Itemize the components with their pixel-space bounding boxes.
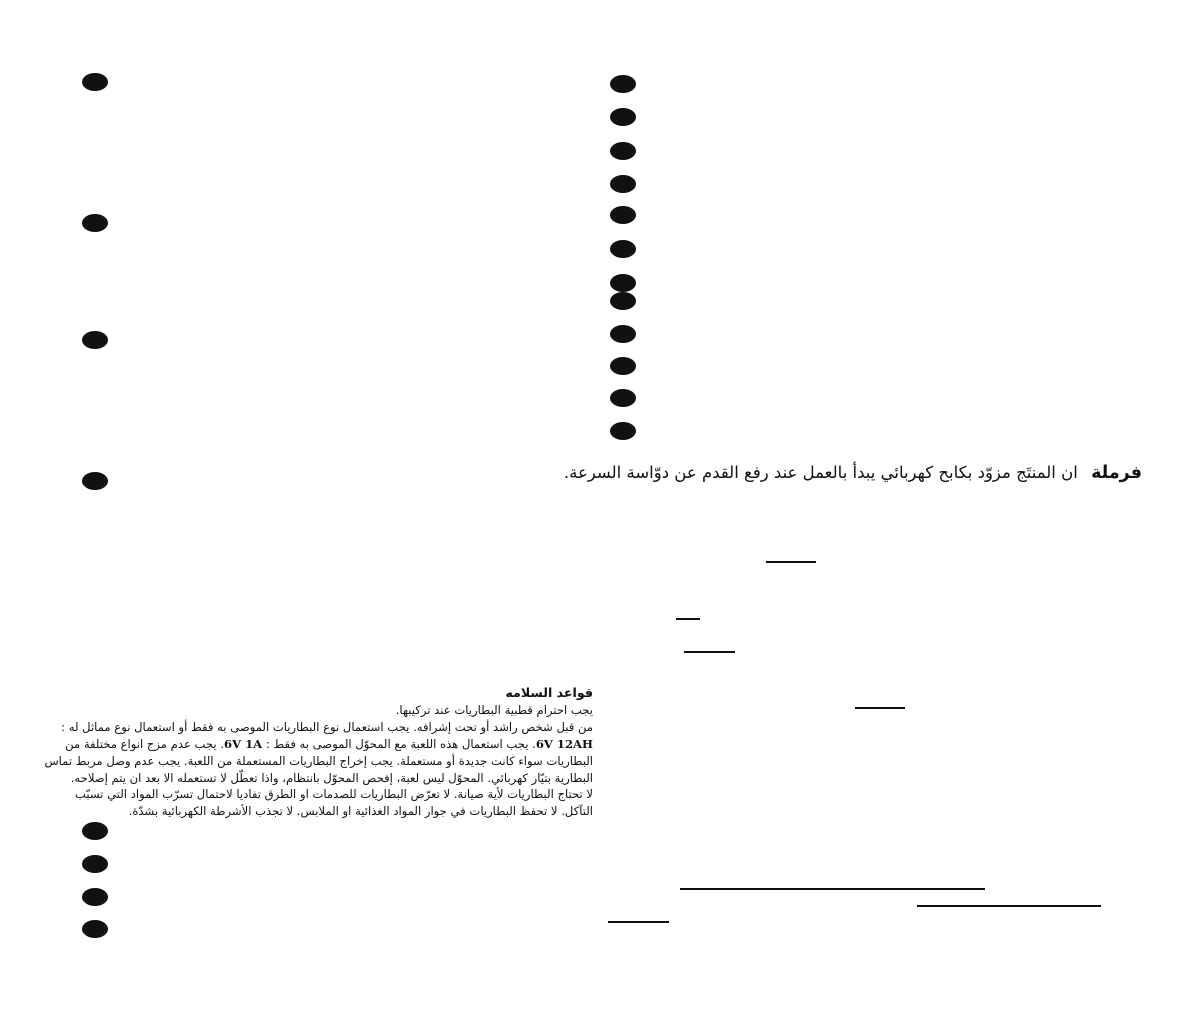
language-marker-icon <box>610 422 636 440</box>
language-marker-icon <box>82 73 108 91</box>
underline-mark <box>684 651 735 653</box>
brake-warning-text: ان المنتَج مزوّد بكابح كهربائي يبدأ بالعمل عند رفع القدم عن دوّاسة السرعة. <box>563 463 1078 482</box>
safety-rule-text: . يجب عدم مزج انواع مختلفة من <box>65 736 225 751</box>
adapter-spec: 6V 1A <box>224 736 263 751</box>
language-marker-icon <box>82 855 108 873</box>
language-marker-icon <box>610 206 636 224</box>
language-marker-icon <box>82 331 108 349</box>
language-marker-icon <box>610 75 636 93</box>
brake-warning <box>563 462 1142 484</box>
safety-rules-title: قواعد السلامه <box>505 685 593 700</box>
safety-rule-line: لا تحتاج البطاريات لأية صيانة. لا تعرّض البطاريات للصدمات او الطرق تفاديا لاحتمال تسرّب المواد التي تسبّب <box>74 787 593 802</box>
safety-rule-line: من قبل شخص راشد أو تحت إشرافه. يجب استعمال نوع البطاريات الموصى به فقط أو استعمال نوع مماثل له : <box>61 719 593 734</box>
safety-rules <box>44 685 593 820</box>
language-marker-icon <box>82 822 108 840</box>
underline-mark <box>608 921 669 923</box>
language-marker-icon <box>610 292 636 310</box>
underline-mark <box>917 905 1101 907</box>
underline-mark <box>855 707 905 709</box>
language-marker-icon <box>610 389 636 407</box>
language-marker-icon <box>610 325 636 343</box>
safety-rule-line: يجب احترام قطبية البطاريات عند تركيبها. <box>395 702 593 717</box>
language-marker-icon <box>610 357 636 375</box>
safety-rule-text: . يجب استعمال هذه اللعبة مع المحوّل الموصى به فقط : <box>262 736 536 751</box>
safety-rule-line: التآكل. لا تحفظ البطاريات في جوار المواد الغذائية او الملابس. لا تجذب الأشرطة الكهربائية بشدّة. <box>128 804 593 819</box>
brake-label: فرملة <box>1091 463 1142 483</box>
language-marker-icon <box>610 142 636 160</box>
language-marker-icon <box>610 274 636 292</box>
language-marker-icon <box>610 108 636 126</box>
underline-mark <box>680 888 985 890</box>
underline-mark <box>766 561 816 563</box>
safety-rule-line: البطاريات سواء كانت جديدة أو مستعملة. يجب إخراج البطاريات المستعملة من اللعبة. يجب عدم وصل مربط تماس <box>44 753 593 768</box>
language-marker-icon <box>610 240 636 258</box>
safety-rule-line <box>65 736 593 753</box>
safety-rule-line: البطارية بتيّار كهربائي. المحوّل ليس لعبة، إفحص المحوّل بانتظام، واذا تعطّل لا تستعمله الا بعد ان يتم إصلاحه. <box>70 770 593 785</box>
underline-mark <box>676 618 700 620</box>
language-marker-icon <box>82 214 108 232</box>
battery-spec: 6V 12AH <box>535 736 593 751</box>
language-marker-icon <box>82 888 108 906</box>
language-marker-icon <box>82 472 108 490</box>
language-marker-icon <box>610 175 636 193</box>
language-marker-icon <box>82 920 108 938</box>
